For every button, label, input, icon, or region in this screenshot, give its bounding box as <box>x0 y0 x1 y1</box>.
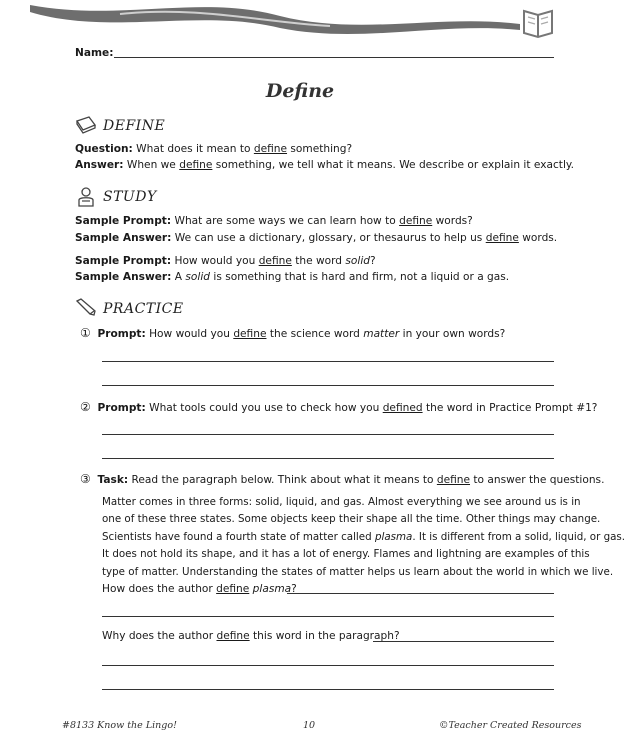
answer-line-3a[interactable] <box>287 593 554 594</box>
define-answer: Answer: When we define something, we tell what it means. We describe or explain it exactly. <box>75 159 575 171</box>
student-icon <box>75 186 97 208</box>
study-answer-1: Sample Answer: We can use a dictionary, glossary, or thesaurus to help us define words. <box>75 232 558 244</box>
practice-prompt-2: ② Prompt: What tools could you use to check how you defined the word in Practice Prompt #1? <box>80 400 598 414</box>
study-prompt-2: Sample Prompt: How would you define the word solid? <box>75 255 376 267</box>
pencil-icon <box>75 297 97 317</box>
define-question: Question: What does it mean to define something? <box>75 143 353 155</box>
answer-line-3c[interactable] <box>373 641 554 642</box>
footer-book-title: #8133 Know the Lingo! <box>62 720 177 731</box>
book-icon <box>520 3 556 39</box>
answer-line-1a[interactable] <box>102 361 554 362</box>
answer-line-3b[interactable] <box>102 616 554 617</box>
section-study: STUDY <box>103 189 157 205</box>
answer-line-2b[interactable] <box>102 458 554 459</box>
name-label: Name: <box>75 47 114 59</box>
footer-publisher: ©Teacher Created Resources <box>439 720 582 731</box>
answer-line-3d[interactable] <box>102 665 554 666</box>
matter-paragraph: Matter comes in three forms: solid, liquid, and gas. Almost everything we see around us is in one of these three states. Some objects keep their shape all the time. Other things may change. Scientists have found a fourth state of matter called plasma. It is different from a solid, liquid, or gas. It does not hold its shape, and it has a lot of energy. Flames and lightning are examples of this type of matter. Understanding the states of matter helps us learn about the world in which we live. <box>102 496 625 578</box>
dictionary-icon <box>75 115 97 133</box>
answer-line-1b[interactable] <box>102 385 554 386</box>
study-prompt-1: Sample Prompt: What are some ways we can learn how to define words? <box>75 215 473 227</box>
section-define: DEFINE <box>103 118 166 134</box>
practice-prompt-1: ① Prompt: How would you define the science word matter in your own words? <box>80 326 506 340</box>
task-question-1: How does the author define plasma? <box>102 583 297 595</box>
task-question-2: Why does the author define this word in the paragraph? <box>102 630 400 642</box>
footer-page-number: 10 <box>303 720 316 731</box>
answer-line-2a[interactable] <box>102 434 554 435</box>
study-answer-2: Sample Answer: A solid is something that is hard and firm, not a liquid or a gas. <box>75 271 510 283</box>
name-field[interactable] <box>114 57 554 58</box>
page-title: Define <box>265 80 335 102</box>
answer-line-3e[interactable] <box>102 689 554 690</box>
section-practice: PRACTICE <box>103 301 184 317</box>
practice-task-3: ③ Task: Read the paragraph below. Think about what it means to define to answer the questions. <box>80 472 605 486</box>
header-swoosh <box>0 0 600 45</box>
